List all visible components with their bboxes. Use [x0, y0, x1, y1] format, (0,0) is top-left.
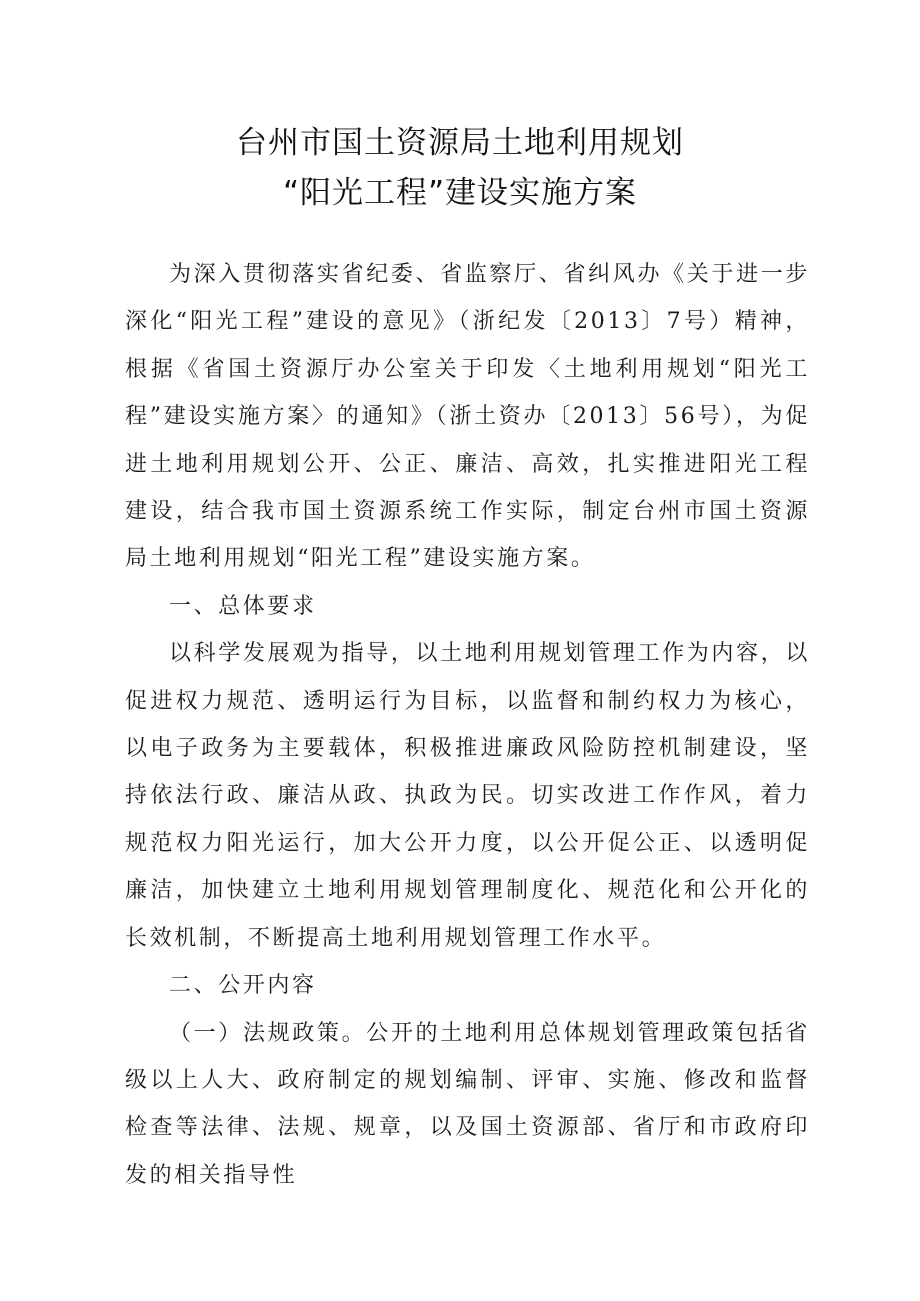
section-heading-public-content: 二、公开内容: [169, 973, 317, 999]
general-requirements-paragraph: 以科学发展观为指导，以土地利用规划管理工作为内容，以促进权力规范、透明运行为目标，以监督和制约权力为核心，以电子政务为主要载体，积极推进廉政风险防控机制建设，坚持依法行政、廉洁从政、执政为民。切实改进工作作风，着力规范权力阳光运行，加大公开力度，以公开促公正、以透明促廉洁，加快建立土地利用规划管理制度化、规范化和公开化的长效机制，不断提高土地利用规划管理工作水平。: [125, 641, 810, 951]
laws-policies-paragraph: （一）法规政策。公开的土地利用总体规划管理政策包括省级以上人大、政府制定的规划编制、评审、实施、修改和监督检查等法律、法规、规章，以及国土资源部、省厅和市政府印发的相关指导性: [125, 1020, 810, 1188]
document-title-line-1: 台州市国土资源局土地利用规划: [236, 125, 684, 161]
document-title-line-2: “阳光工程”建设实施方案: [282, 175, 638, 211]
section-heading-general-requirements: 一、总体要求: [169, 593, 317, 619]
document-body: [125, 251, 810, 1199]
intro-paragraph: 为深入贯彻落实省纪委、省监察厅、省纠风办《关于进一步深化“阳光工程”建设的意见》（浙纪发〔2013〕7号）精神，根据《省国土资源厅办公室关于印发〈土地利用规划“阳光工程”建设实施方案〉的通知》（浙土资办〔2013〕56号），为促进土地利用规划公开、公正、廉洁、高效，扎实推进阳光工程建设，结合我市国土资源系统工作实际，制定台州市国土资源局土地利用规划“阳光工程”建设实施方案。: [125, 262, 810, 572]
